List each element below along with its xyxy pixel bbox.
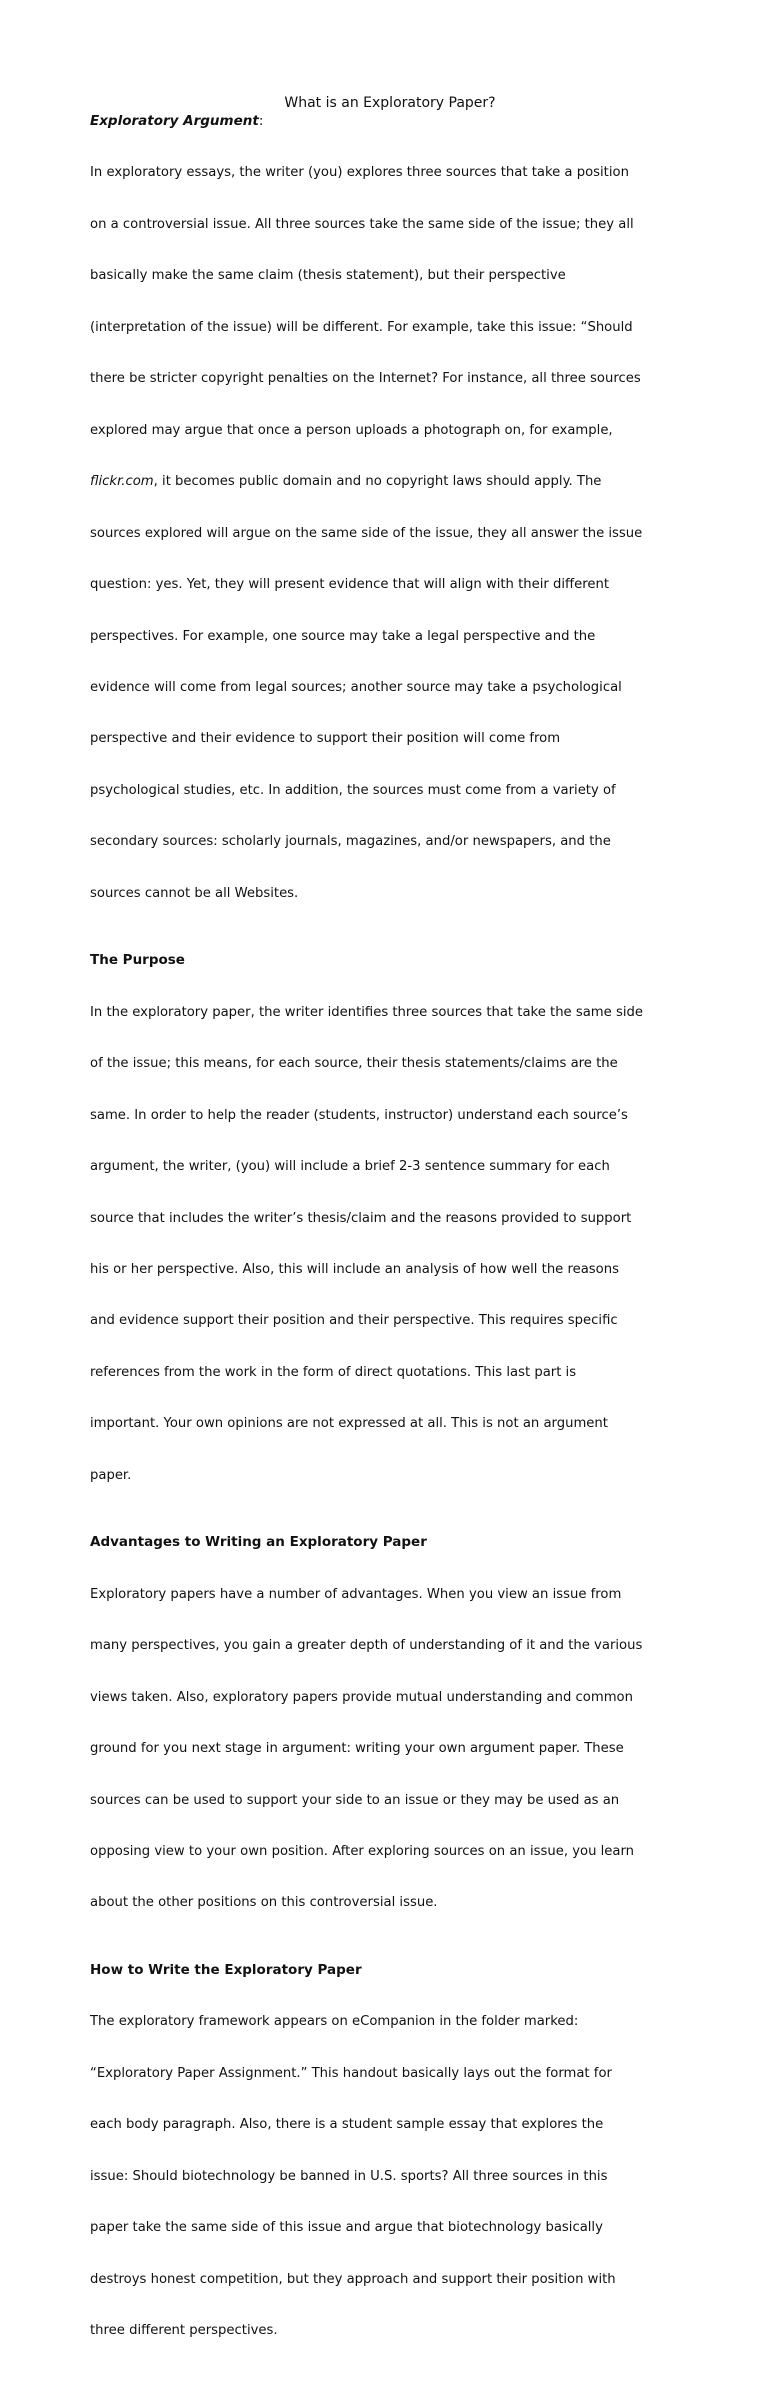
paragraph-line: basically make the same claim (thesis statement), but their perspective	[90, 268, 566, 284]
section-paragraph	[90, 1979, 690, 2374]
document-page	[90, 93, 690, 2390]
italic-link-text: flickr.com	[90, 474, 154, 490]
paragraph-line: references from the work in the form of direct quotations. This last part is	[90, 1364, 577, 1380]
section-heading	[90, 113, 690, 130]
paragraph-line: perspective and their evidence to support their position will come from	[90, 731, 561, 747]
paragraph-line: about the other positions on this controversial issue.	[90, 1895, 438, 1911]
section-heading: Advantages to Writing an Exploratory Paper	[90, 1534, 427, 1551]
section-advantages	[90, 1534, 690, 1946]
paragraph-line-rest: , it becomes public domain and no copyright laws should apply. The	[153, 474, 602, 490]
paragraph-line: The exploratory framework appears on eCompanion in the folder marked:	[90, 2014, 579, 2030]
section-purpose	[90, 952, 690, 1518]
paragraph-line: sources can be used to support your side to an issue or they may be used as an	[90, 1792, 620, 1808]
paragraph-line: “Exploratory Paper Assignment.” This handout basically lays out the format for	[90, 2065, 612, 2081]
paragraph-line: of the issue; this means, for each source, their thesis statements/claims are the	[90, 1056, 618, 1072]
paragraph-line: source that includes the writer’s thesis/claim and the reasons provided to support	[90, 1210, 632, 1226]
section-heading: The Purpose	[90, 952, 185, 969]
paragraph-line: each body paragraph. Also, there is a student sample essay that explores the	[90, 2117, 604, 2133]
paragraph-line: question: yes. Yet, they will present evidence that will align with their different	[90, 577, 610, 593]
paragraph-line: issue: Should biotechnology be banned in U.S. sports? All three sources in this	[90, 2168, 608, 2184]
paragraph-line: paper take the same side of this issue and argue that biotechnology basically	[90, 2220, 603, 2236]
paragraph-line: views taken. Also, exploratory papers provide mutual understanding and common	[90, 1689, 633, 1705]
paragraph-line: paper.	[90, 1467, 132, 1483]
page-title: What is an Exploratory Paper?	[284, 95, 496, 111]
paragraph-line: Exploratory papers have a number of advantages. When you view an issue from	[90, 1586, 622, 1602]
paragraph-line: In the exploratory paper, the writer identifies three sources that take the same side	[90, 1004, 643, 1020]
section-heading: How to Write the Exploratory Paper	[90, 1961, 362, 1978]
paragraph-line: explored may argue that once a person uploads a photograph on, for example,	[90, 422, 613, 438]
paragraph-line: secondary sources: scholarly journals, magazines, and/or newspapers, and the	[90, 834, 611, 850]
paragraph-line: In exploratory essays, the writer (you) explores three sources that take a position	[90, 165, 629, 181]
paragraph-line: there be stricter copyright penalties on the Internet? For instance, all three sources	[90, 371, 641, 387]
section-heading-text: Exploratory Argument	[90, 113, 259, 129]
paragraph-line: evidence will come from legal sources; another source may take a psychological	[90, 680, 622, 695]
section-paragraph	[90, 969, 690, 1518]
paragraph-line: (interpretation of the issue) will be different. For example, take this issue: “Should	[90, 319, 633, 335]
paragraph-line: opposing view to your own position. After exploring sources on an issue, you learn	[90, 1844, 635, 1859]
paragraph-line: his or her perspective. Also, this will include an analysis of how well the reasons	[90, 1262, 619, 1277]
paragraph-line: perspectives. For example, one source may take a legal perspective and the	[90, 628, 596, 644]
paragraph-line: sources cannot be all Websites.	[90, 885, 299, 901]
paragraph-line: three different perspectives.	[90, 2323, 278, 2339]
section-paragraph	[90, 130, 690, 936]
section-paragraph	[90, 1551, 690, 1946]
paragraph-line: and evidence support their position and their perspective. This requires specific	[90, 1313, 618, 1329]
paragraph-line: argument, the writer, (you) will include a brief 2-3 sentence summary for each	[90, 1159, 610, 1175]
section-how-to-write	[90, 1962, 690, 2374]
paragraph-line: psychological studies, etc. In addition, the sources must come from a variety of	[90, 782, 616, 798]
paragraph-line: important. Your own opinions are not expressed at all. This is not an argument	[90, 1416, 608, 1432]
paragraph-line: on a controversial issue. All three sources take the same side of the issue; they all	[90, 216, 634, 232]
paragraph-line: sources explored will argue on the same side of the issue, they all answer the issue	[90, 525, 643, 541]
paragraph-line: destroys honest competition, but they approach and support their position with	[90, 2271, 616, 2287]
section-heading-colon: :	[258, 113, 264, 129]
paragraph-line-with-italic	[90, 473, 690, 490]
section-exploratory-argument	[90, 113, 690, 936]
paragraph-line: same. In order to help the reader (students, instructor) understand each source’s	[90, 1107, 628, 1123]
paragraph-line: many perspectives, you gain a greater depth of understanding of it and the various	[90, 1638, 643, 1654]
paragraph-line: ground for you next stage in argument: writing your own argument paper. These	[90, 1741, 624, 1757]
